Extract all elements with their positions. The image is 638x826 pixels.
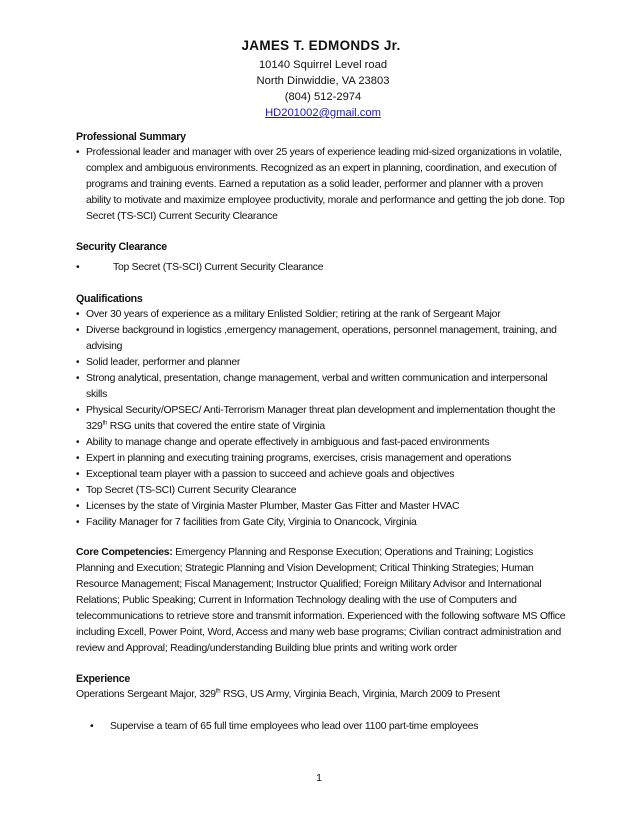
page-number: 1: [316, 772, 322, 784]
phone-number: (804) 512-2974: [284, 91, 362, 103]
list-item: • Ability to manage change and operate effectively in ambiguous and fast-paced environments: [76, 435, 566, 451]
list-item: • Top Secret (TS-SCI) Current Security Clearance: [76, 483, 566, 499]
role-text-pre: Operations Sergeant Major, 329: [76, 689, 216, 700]
list-item: • Over 30 years of experience as a military Enlisted Soldier; retiring at the rank of Sergeant Major: [76, 307, 566, 323]
summary-heading: Professional Summary: [76, 131, 186, 143]
opsec-superscript: th: [102, 420, 108, 427]
list-item: • Facility Manager for 7 facilities from Gate City, Virginia to Onancock, Virginia: [76, 515, 566, 531]
clearance-heading: Security Clearance: [76, 241, 167, 253]
email-link[interactable]: HD201002@gmail.com: [265, 107, 381, 119]
qualifications-heading: Qualifications: [76, 293, 143, 305]
list-item: • Expert in planning and executing training programs, exercises, crisis management and operations: [76, 451, 566, 467]
address-line-2: North Dinwiddie, VA 23803: [256, 75, 390, 87]
list-item: • Diverse background in logistics ,emergency management, operations, personnel management, training, and advising: [76, 323, 566, 355]
opsec-text-post: RSG units that covered the entire state of Virginia: [107, 421, 325, 432]
list-item: • Strong analytical, presentation, change management, verbal and written communication and interpersonal skills: [76, 371, 566, 403]
competencies-label: Core Competencies:: [76, 547, 173, 558]
experience-bullet: • Supervise a team of 65 full time employees who lead over 1100 part-time employees: [90, 719, 566, 735]
competencies-text: Emergency Planning and Response Execution; Operations and Training; Logistics Planning and Execution; Strategic Planning and Vision Development; Critical Thinking Strategies; Human Resource Management; Fiscal Management; Instructor Qualified; Foreign Military Advisor and International Relations; Public Speaking; Current in Information Technology dealing with the use of Computers and telecommunications to retrieve store and transmit information. Experienced with the following software MS Office including Excell, Power Point, Word, Access and many web base programs; Civilian contract administration and review and Approval; Reading/understanding Building blue prints and writing work order: [76, 547, 566, 654]
core-competencies: [76, 545, 566, 657]
opsec-text-pre: Physical Security/OPSEC/ Anti-Terrorism Manager threat plan development and implementation thought the 329: [86, 405, 556, 432]
address-line-1: 10140 Squirrel Level road: [258, 59, 388, 71]
clearance-item: • Top Secret (TS-SCI) Current Security Clearance: [76, 260, 566, 276]
resume-header: [0, 38, 638, 121]
experience-heading: Experience: [76, 673, 131, 685]
list-item: • Solid leader, performer and planner: [76, 355, 566, 371]
role-superscript: th: [215, 688, 221, 695]
contact-block: [8, 57, 638, 121]
role-text-post: RSG, US Army, Virginia Beach, Virginia, March 2009 to Present: [220, 689, 500, 700]
list-item: • Licenses by the state of Virginia Master Plumber, Master Gas Fitter and Master HVAC: [76, 499, 566, 515]
qualifications-list: [76, 307, 566, 531]
summary-list: [76, 145, 566, 225]
list-item-opsec: [76, 403, 566, 435]
candidate-name: JAMES T. EDMONDS Jr.: [241, 38, 401, 53]
experience-role: [76, 687, 566, 703]
resume-body: [76, 129, 566, 735]
summary-text: • Professional leader and manager with over 25 years of experience leading mid-sized organizations in volatile, complex and ambiguous environments. Recognized as an expert in planning, coordination, and execution of programs and training events. Earned a reputation as a solid leader, performer and planner with a proven ability to motivate and maximize employee productivity, morale and performance and getting the job done. Top Secret (TS-SCI) Current Security Clearance: [76, 145, 566, 225]
list-item: • Exceptional team player with a passion to succeed and achieve goals and objectives: [76, 467, 566, 483]
